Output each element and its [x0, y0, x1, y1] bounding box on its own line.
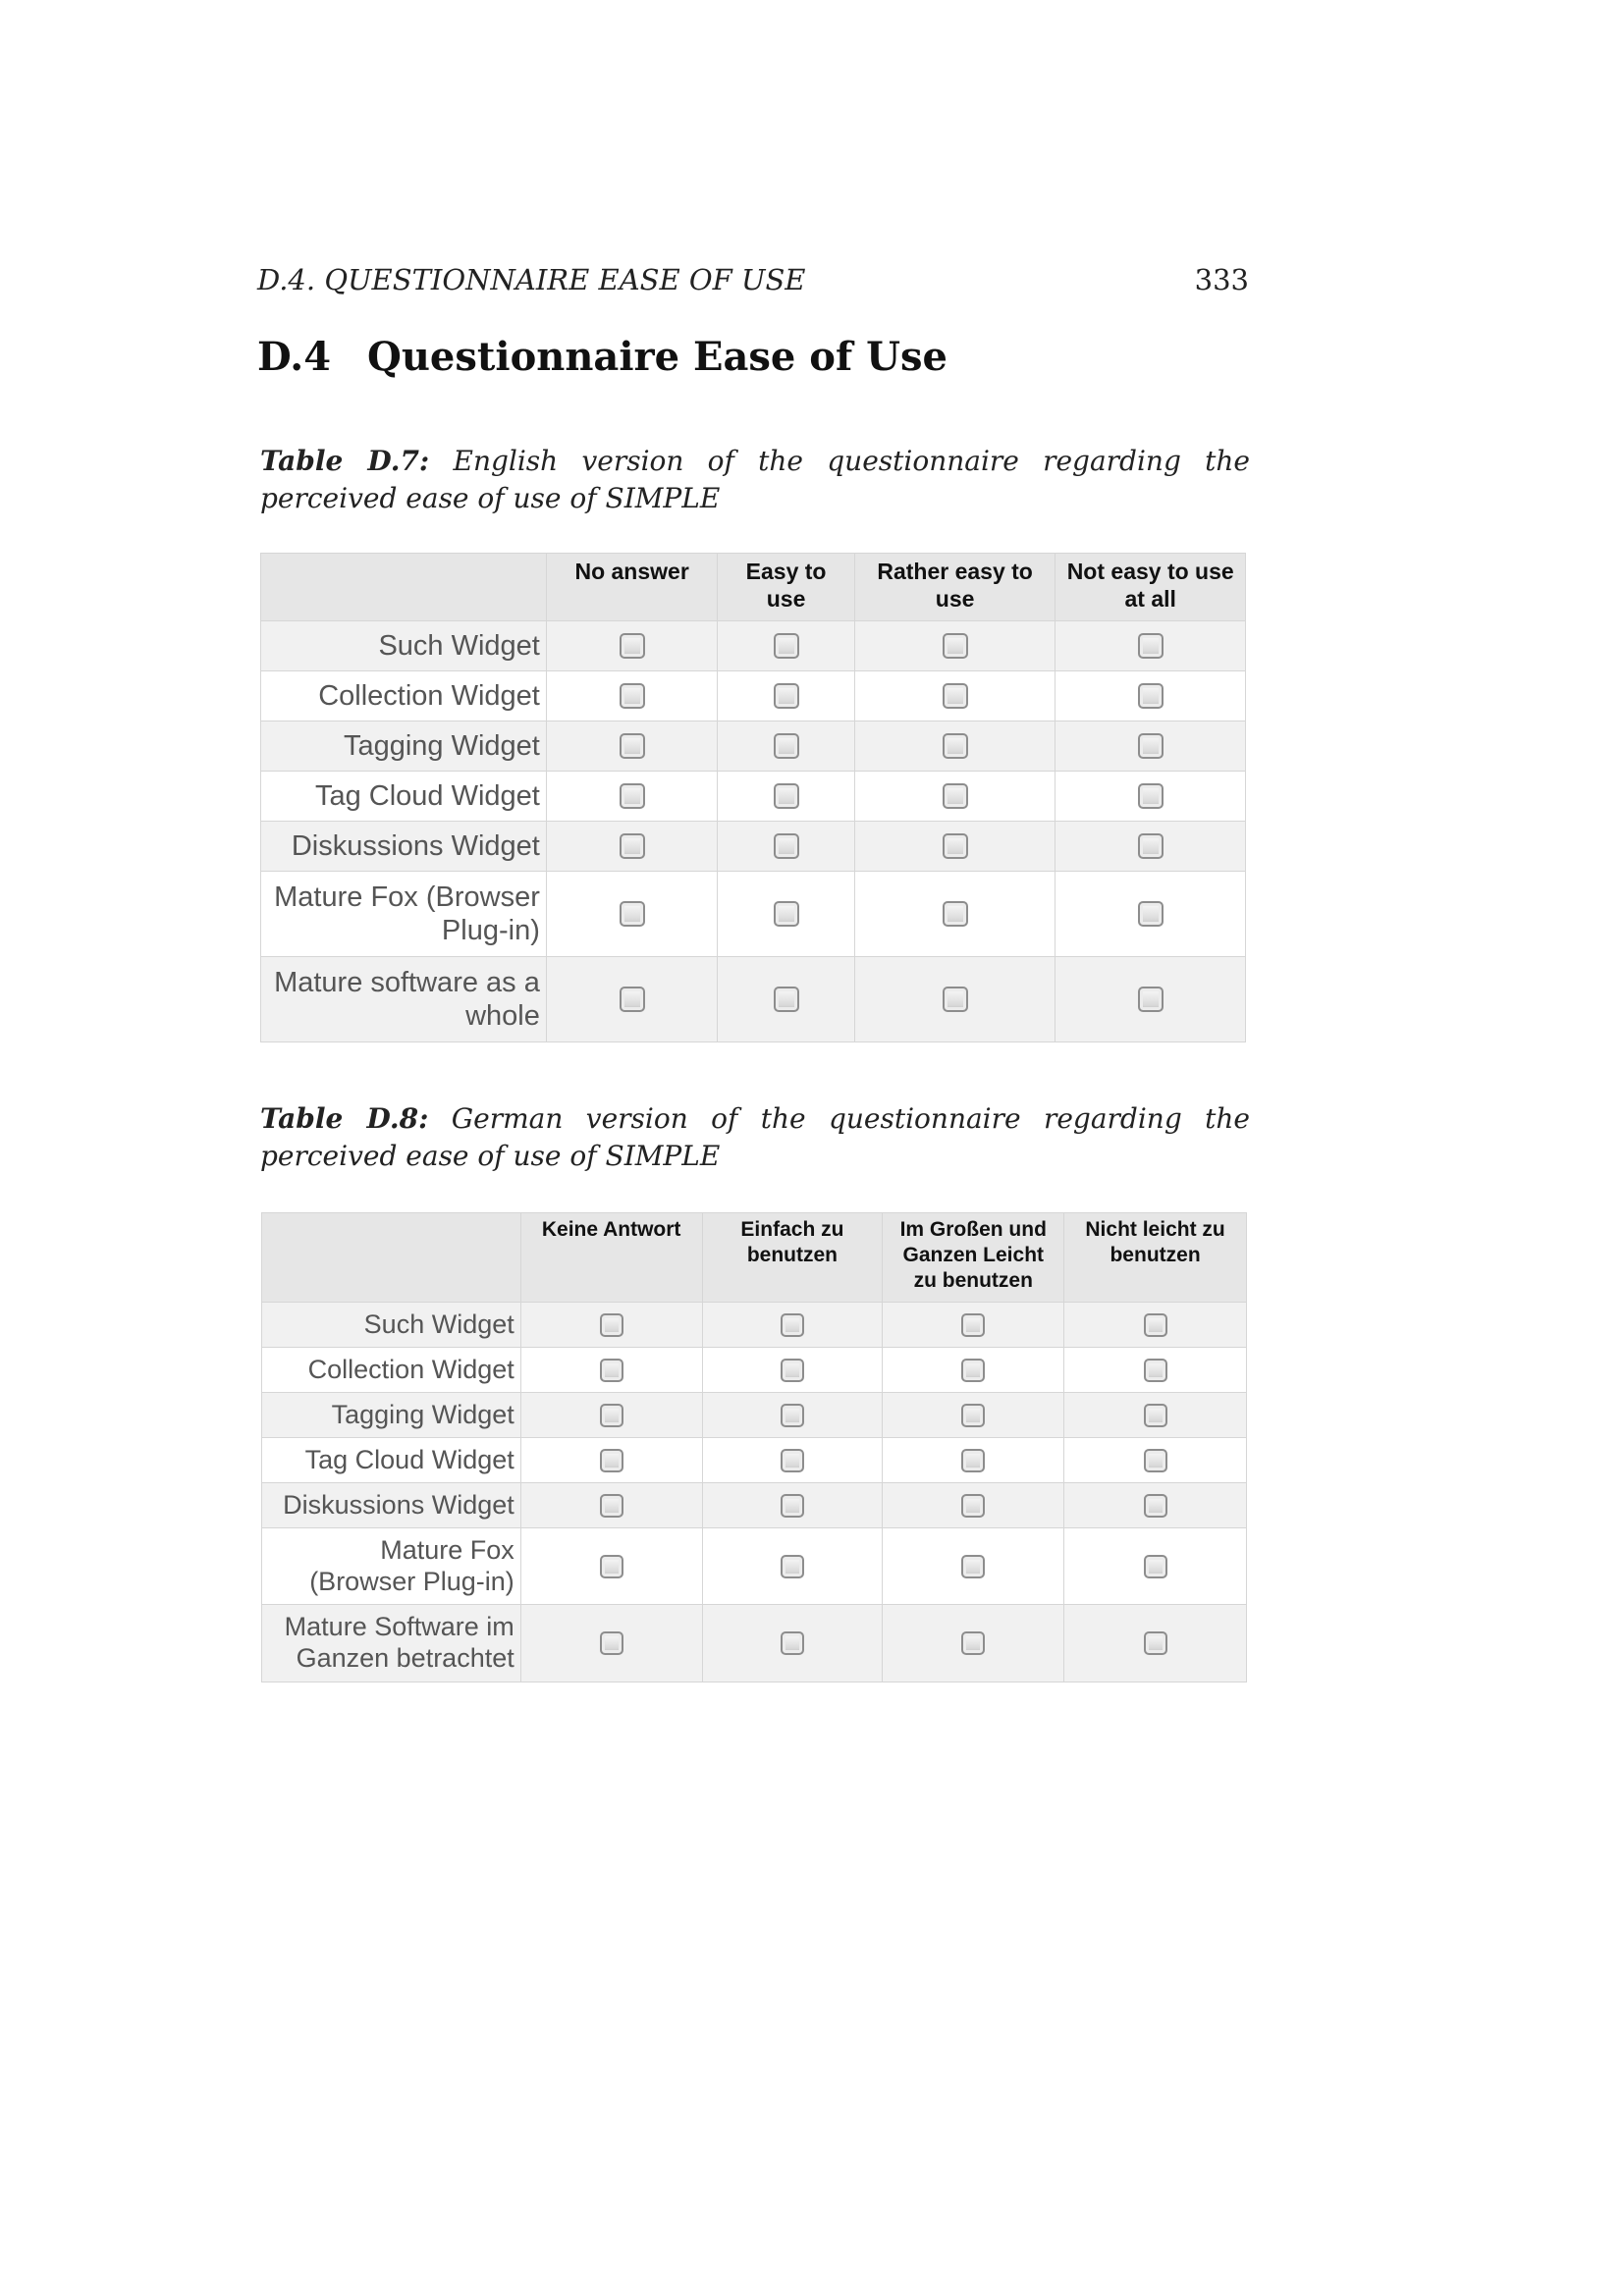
section-number: D.4: [257, 334, 332, 380]
answer-checkbox[interactable]: [943, 633, 968, 659]
answer-checkbox[interactable]: [620, 633, 645, 659]
row-label: Diskussions Widget: [261, 822, 547, 872]
table-row: [262, 1528, 1247, 1605]
answer-checkbox[interactable]: [961, 1404, 985, 1427]
table-row: [261, 772, 1246, 822]
row-label: Tag Cloud Widget: [262, 1438, 521, 1483]
table-caption-german: [260, 1100, 1250, 1175]
answer-checkbox[interactable]: [961, 1555, 985, 1578]
table-row: [261, 957, 1246, 1042]
answer-checkbox[interactable]: [620, 733, 645, 759]
row-label: Such Widget: [261, 621, 547, 671]
answer-checkbox[interactable]: [943, 833, 968, 859]
answer-checkbox[interactable]: [781, 1631, 804, 1655]
row-label: Collection Widget: [261, 671, 547, 721]
table-row: [262, 1605, 1247, 1682]
answer-checkbox[interactable]: [961, 1494, 985, 1518]
answer-checkbox[interactable]: [774, 633, 799, 659]
table-caption-label: Table D.8:: [260, 1102, 429, 1135]
answer-checkbox[interactable]: [781, 1494, 804, 1518]
answer-checkbox[interactable]: [1144, 1494, 1167, 1518]
table-row: [261, 671, 1246, 721]
answer-checkbox[interactable]: [1144, 1555, 1167, 1578]
answer-checkbox[interactable]: [781, 1555, 804, 1578]
column-header: Not easy to use at all: [1056, 554, 1246, 621]
answer-checkbox[interactable]: [600, 1313, 623, 1337]
answer-checkbox[interactable]: [1144, 1313, 1167, 1337]
answer-checkbox[interactable]: [943, 783, 968, 809]
answer-checkbox[interactable]: [1138, 987, 1164, 1012]
answer-checkbox[interactable]: [961, 1631, 985, 1655]
answer-checkbox[interactable]: [1138, 733, 1164, 759]
answer-checkbox[interactable]: [620, 987, 645, 1012]
table-row: [262, 1303, 1247, 1348]
answer-checkbox[interactable]: [943, 733, 968, 759]
table-row: [262, 1348, 1247, 1393]
table-caption-english: [260, 443, 1250, 517]
answer-checkbox[interactable]: [961, 1449, 985, 1472]
row-label: Mature Fox (Browser Plug-in): [261, 872, 547, 957]
answer-checkbox[interactable]: [774, 683, 799, 709]
running-head-section: D.4. QUESTIONNAIRE EASE OF USE: [257, 263, 806, 296]
answer-checkbox[interactable]: [620, 901, 645, 927]
answer-checkbox[interactable]: [600, 1555, 623, 1578]
table-row: [261, 872, 1246, 957]
table-row: [262, 1483, 1247, 1528]
answer-checkbox[interactable]: [1138, 901, 1164, 927]
answer-checkbox[interactable]: [600, 1494, 623, 1518]
table-row: [262, 1393, 1247, 1438]
answer-checkbox[interactable]: [943, 901, 968, 927]
answer-checkbox[interactable]: [600, 1359, 623, 1382]
answer-checkbox[interactable]: [1144, 1631, 1167, 1655]
answer-checkbox[interactable]: [620, 783, 645, 809]
table-caption-text: German version of the questionnaire regarding the perceived ease of use of SIMPLE: [260, 1102, 1250, 1172]
table-header-row: [262, 1213, 1247, 1303]
section-heading: [257, 334, 947, 380]
running-head: [257, 263, 1249, 296]
table-header-row: [261, 554, 1246, 621]
answer-checkbox[interactable]: [620, 683, 645, 709]
answer-checkbox[interactable]: [943, 987, 968, 1012]
row-label: Tag Cloud Widget: [261, 772, 547, 822]
answer-checkbox[interactable]: [600, 1404, 623, 1427]
questionnaire-table-english: [260, 553, 1246, 1042]
row-label: Mature Software im Ganzen betrachtet: [262, 1605, 521, 1682]
answer-checkbox[interactable]: [1138, 783, 1164, 809]
table-row: [261, 721, 1246, 772]
row-label: Collection Widget: [262, 1348, 521, 1393]
table-row: [261, 822, 1246, 872]
column-header: Easy to use: [718, 554, 854, 621]
answer-checkbox[interactable]: [781, 1359, 804, 1382]
row-label: Tagging Widget: [261, 721, 547, 772]
table-caption-label: Table D.7:: [260, 445, 430, 477]
column-header: Im Großen und Ganzen Leicht zu benutzen: [883, 1213, 1064, 1303]
questionnaire-table-german: [261, 1212, 1247, 1682]
answer-checkbox[interactable]: [1144, 1404, 1167, 1427]
answer-checkbox[interactable]: [774, 733, 799, 759]
answer-checkbox[interactable]: [774, 783, 799, 809]
answer-checkbox[interactable]: [1138, 633, 1164, 659]
row-label: Mature Fox (Browser Plug-in): [262, 1528, 521, 1605]
answer-checkbox[interactable]: [781, 1313, 804, 1337]
table-row: [261, 621, 1246, 671]
section-title: Questionnaire Ease of Use: [367, 334, 947, 380]
answer-checkbox[interactable]: [774, 833, 799, 859]
row-label: Mature software as a whole: [261, 957, 547, 1042]
column-header: No answer: [546, 554, 718, 621]
answer-checkbox[interactable]: [620, 833, 645, 859]
answer-checkbox[interactable]: [774, 987, 799, 1012]
answer-checkbox[interactable]: [781, 1404, 804, 1427]
answer-checkbox[interactable]: [943, 683, 968, 709]
answer-checkbox[interactable]: [961, 1313, 985, 1337]
header-blank-cell: [262, 1213, 521, 1303]
answer-checkbox[interactable]: [961, 1359, 985, 1382]
header-blank-cell: [261, 554, 547, 621]
column-header: Rather easy to use: [854, 554, 1056, 621]
answer-checkbox[interactable]: [1144, 1359, 1167, 1382]
row-label: Tagging Widget: [262, 1393, 521, 1438]
answer-checkbox[interactable]: [600, 1631, 623, 1655]
answer-checkbox[interactable]: [600, 1449, 623, 1472]
table-row: [262, 1438, 1247, 1483]
answer-checkbox[interactable]: [1138, 833, 1164, 859]
page-number: 333: [1194, 263, 1249, 296]
row-label: Diskussions Widget: [262, 1483, 521, 1528]
answer-checkbox[interactable]: [1138, 683, 1164, 709]
table-caption-text: English version of the questionnaire regarding the perceived ease of use of SIMPLE: [260, 445, 1250, 514]
answer-checkbox[interactable]: [774, 901, 799, 927]
answer-checkbox[interactable]: [781, 1449, 804, 1472]
column-header: Keine Antwort: [520, 1213, 702, 1303]
column-header: Einfach zu benutzen: [702, 1213, 883, 1303]
answer-checkbox[interactable]: [1144, 1449, 1167, 1472]
column-header: Nicht leicht zu benutzen: [1064, 1213, 1247, 1303]
row-label: Such Widget: [262, 1303, 521, 1348]
